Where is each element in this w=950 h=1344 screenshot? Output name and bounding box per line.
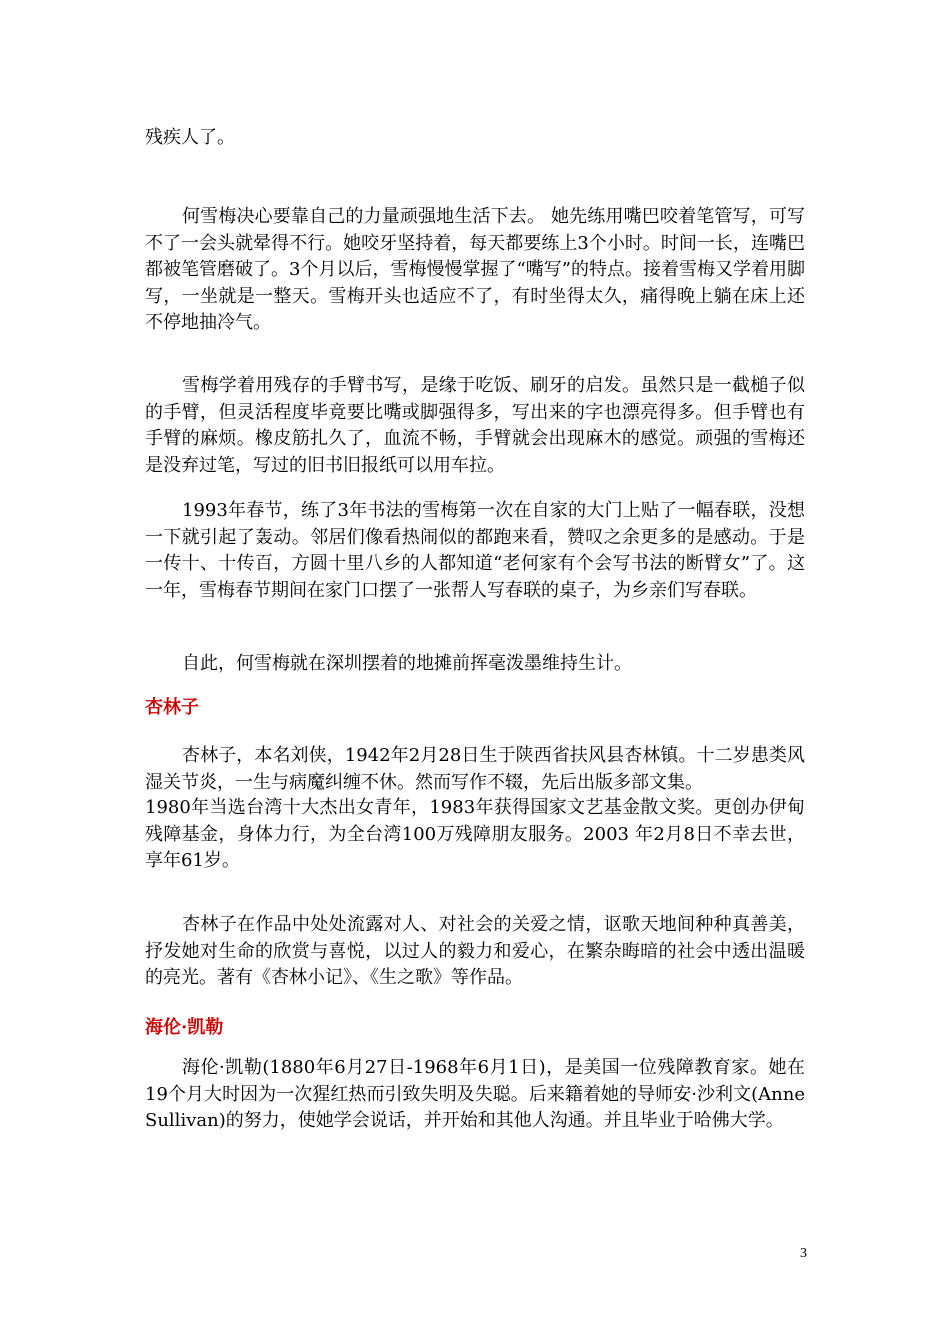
- paragraph-xinglinzi-works: 杏林子在作品中处处流露对人、对社会的关爱之情，讴歌天地间种种真善美，抒发她对生命的欣赏与喜悦，以过人的毅力和爱心，在繁杂晦暗的社会中透出温暖的亮光。著有《杏林小记》、《生之歌》等作品。: [145, 914, 805, 988]
- heading-xinglinzi: 杏林子: [145, 697, 199, 718]
- paragraph-arm-writing: 雪梅学着用残存的手臂书写，是缘于吃饭、刷牙的启发。虽然只是一截槌子似的手臂，但灵活程度毕竟要比嘴或脚强得多，写出来的字也漂亮得多。但手臂也有手臂的麻烦。橡皮筋扎久了，血流不畅，手臂就会出现麻木的感觉。顽强的雪梅还是没弃过笔，写过的旧书旧报纸可以用车拉。: [145, 375, 805, 476]
- heading-helen-keller: 海伦·凯勒: [145, 1017, 224, 1038]
- paragraph-continuation: 残疾人了。: [145, 127, 235, 148]
- paragraph-xinglinzi-awards: 1980年当选台湾十大杰出女青年，1983年获得国家文艺基金散文奖。更创办伊甸残障基金，身体力行，为全台湾100万残障朋友服务。2003 年2月8日不幸去世，享年61岁。: [145, 797, 805, 871]
- paragraph-spring-couplets: 1993年春节，练了3年书法的雪梅第一次在自家的大门上贴了一幅春联，没想一下就引起了轰动。邻居们像看热闹似的都跑来看，赞叹之余更多的是感动。于是一传十、十传百，方圆十里八乡的人都知道“老何家有个会写书法的断臂女”了。这一年，雪梅春节期间在家门口摆了一张帮人写春联的桌子，为乡亲们写春联。: [145, 500, 805, 601]
- paragraph-mouth-foot-writing: 何雪梅决心要靠自己的力量顽强地生活下去。 她先练用嘴巴咬着笔管写，可写不了一会头就晕得不行。她咬牙坚持着，每天都要练上3个小时。时间一长，连嘴巴都被笔管磨破了。3个月以后，雪梅慢慢掌握了“嘴写”的特点。接着雪梅又学着用脚写，一坐就是一整天。雪梅开头也适应不了，有时坐得太久，痛得晚上躺在床上还不停地抽冷气。: [145, 206, 805, 333]
- paragraph-xinglinzi-bio: 杏林子，本名刘侠，1942年2月28日生于陕西省扶风县杏林镇。十二岁患类风湿关节炎，一生与病魔纠缠不休。然而写作不辍，先后出版多部文集。: [145, 745, 805, 793]
- page-number: 3: [800, 1246, 807, 1261]
- paragraph-shenzhen-stall: 自此，何雪梅就在深圳摆着的地摊前挥毫泼墨维持生计。: [182, 653, 632, 674]
- paragraph-helen-keller-bio: 海伦·凯勒(1880年6月27日-1968年6月1日)，是美国一位残障教育家。她在19个月大时因为一次猩红热而引致失明及失聪。后来籍着她的导师安·沙利文(Anne Sullivan)的努力，使她学会说话，并开始和其他人沟通。并且毕业于哈佛大学。: [145, 1057, 805, 1131]
